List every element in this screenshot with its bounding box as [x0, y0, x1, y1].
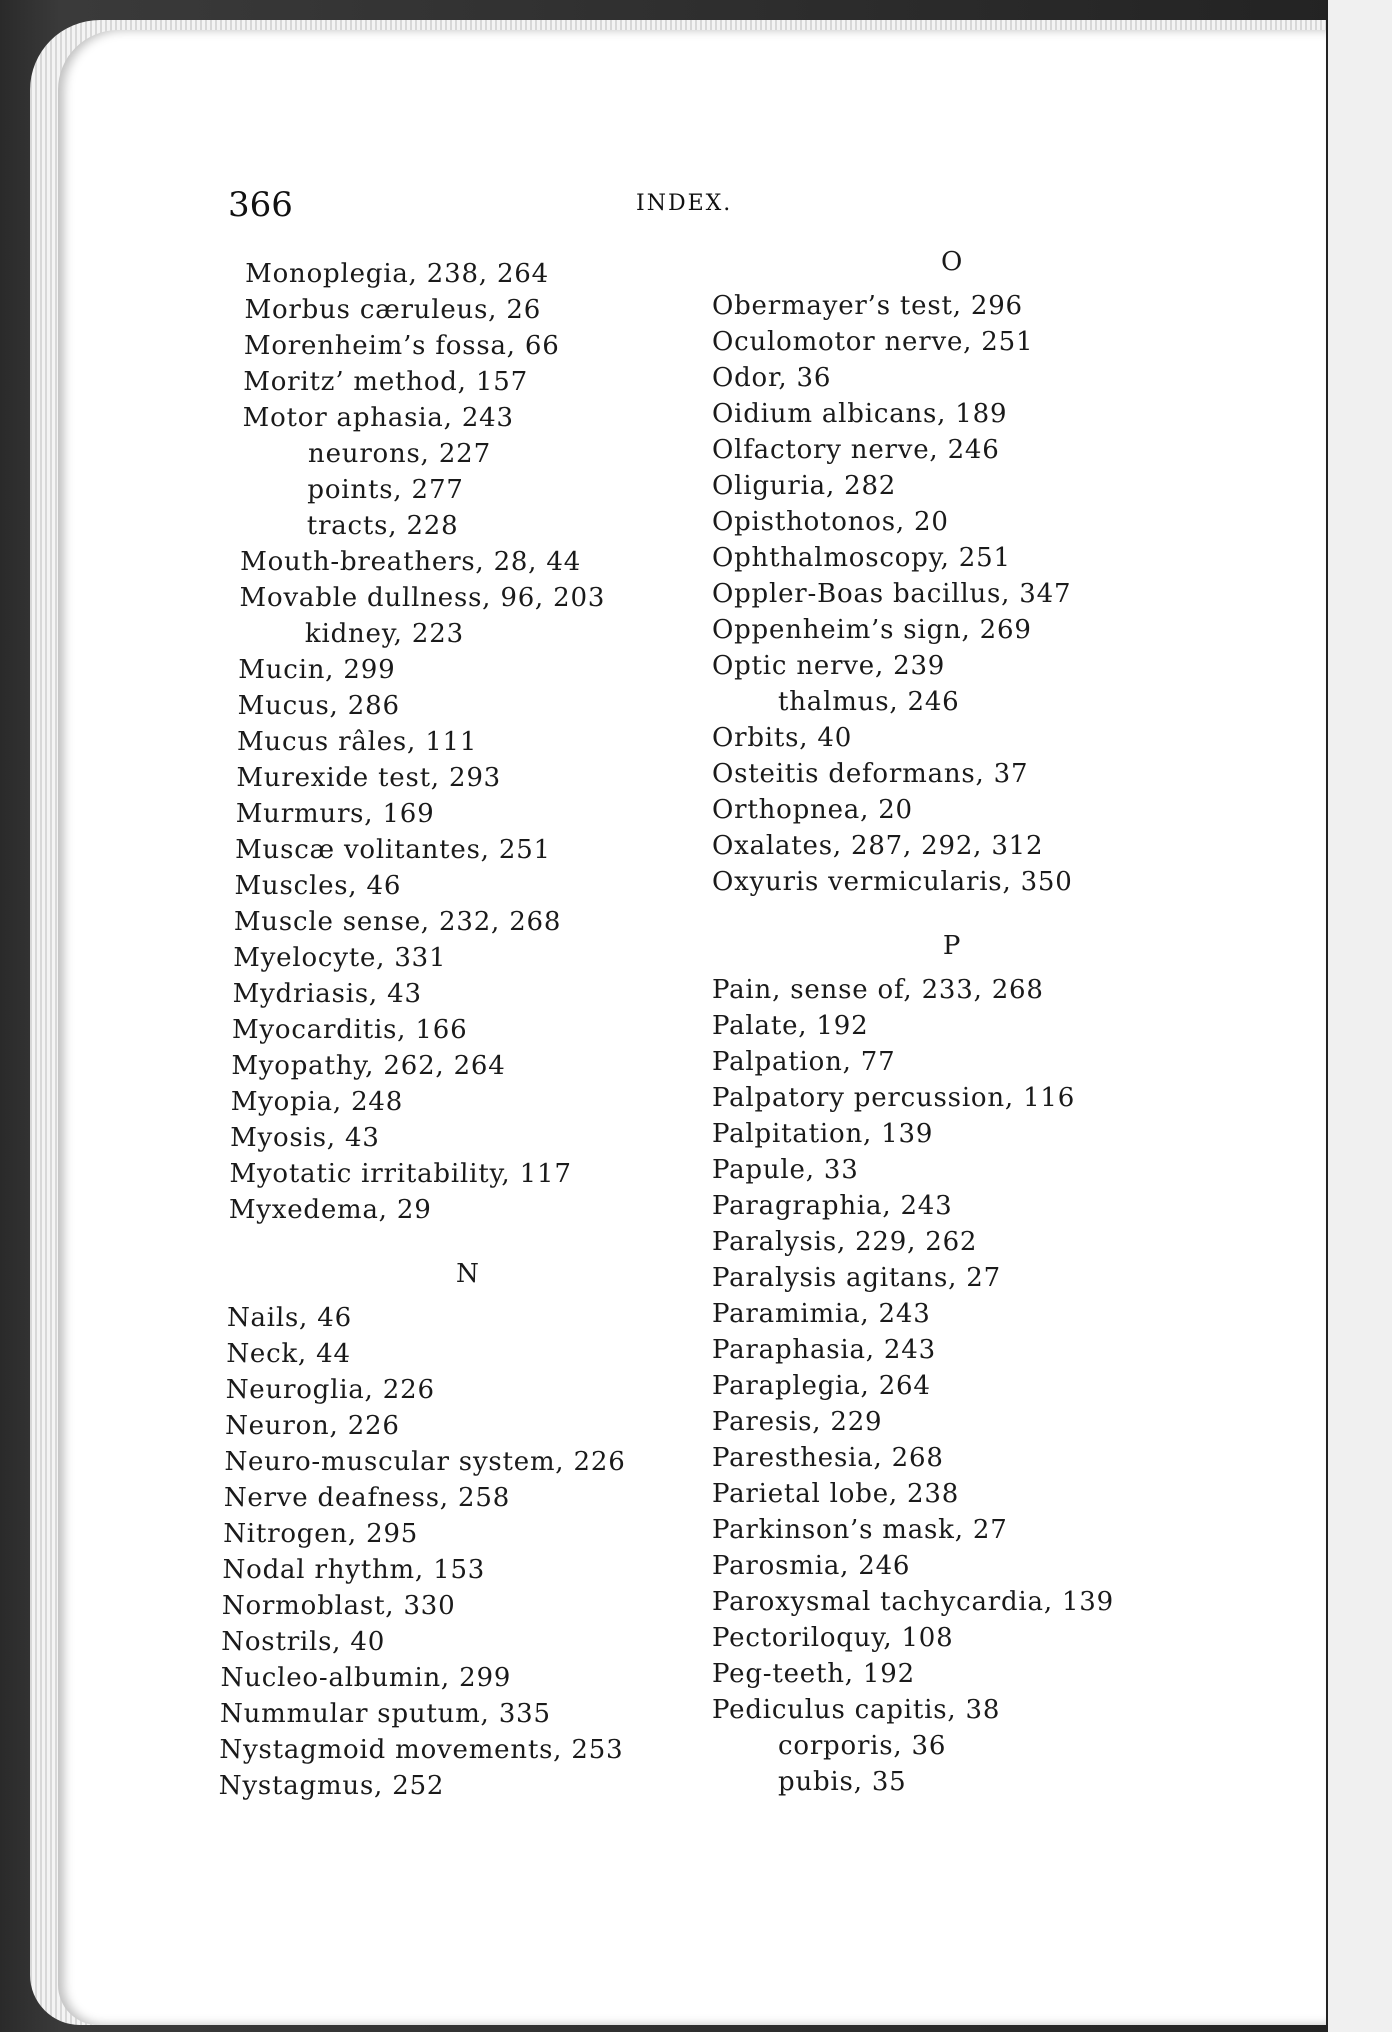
index-entry: Movable dullness, 96, 203: [239, 583, 606, 613]
index-entry: Oxyuris vermicularis, 350: [712, 867, 1073, 897]
index-entry: Myopathy, 262, 264: [231, 1051, 506, 1081]
index-entry: Oppenheim’s sign, 269: [712, 615, 1032, 645]
index-entry: Myopia, 248: [230, 1087, 404, 1117]
index-entry: Nystagmus, 252: [218, 1771, 445, 1801]
index-entry: Osteitis deformans, 37: [712, 759, 1029, 789]
index-subentry: points, 277: [307, 475, 464, 505]
index-entry: Paresthesia, 268: [712, 1443, 944, 1473]
index-entry: Oculomotor nerve, 251: [712, 327, 1034, 357]
index-entry: Paralysis agitans, 27: [712, 1263, 1001, 1293]
section-letter: O: [940, 247, 964, 277]
index-subentry: kidney, 223: [304, 619, 465, 649]
index-entry: Oliguria, 282: [712, 471, 897, 501]
index-entry: Myxedema, 29: [228, 1195, 432, 1225]
index-entry: Mouth-breathers, 28, 44: [239, 547, 582, 577]
index-entry: Neuron, 226: [224, 1411, 401, 1441]
index-entry: Nails, 46: [226, 1303, 353, 1333]
index-entry: Peg-teeth, 192: [712, 1659, 915, 1689]
index-entry: Paresis, 229: [712, 1407, 883, 1437]
section-letter: P: [942, 931, 962, 961]
index-entry: Parietal lobe, 238: [712, 1479, 960, 1509]
running-head: INDEX.: [636, 191, 733, 216]
index-entry: Palpatory percussion, 116: [712, 1083, 1076, 1113]
index-entry: Ophthalmoscopy, 251: [712, 543, 1011, 573]
index-entry: Morbus cæruleus, 26: [244, 295, 542, 325]
index-entry: Nerve deafness, 258: [223, 1483, 511, 1513]
index-entry: Myosis, 43: [229, 1123, 380, 1153]
index-entry: Muscæ volitantes, 251: [234, 835, 552, 865]
index-entry: Paragraphia, 243: [712, 1191, 953, 1221]
index-entry: Nystagmoid movements, 253: [219, 1735, 624, 1765]
index-entry: Motor aphasia, 243: [242, 403, 515, 433]
index-subentry: pubis, 35: [778, 1767, 907, 1797]
page-header: [228, 185, 1232, 225]
index-entry: Pain, sense of, 233, 268: [712, 975, 1044, 1005]
index-entry: Orbits, 40: [712, 723, 853, 753]
index-entry: Parkinson’s mask, 27: [712, 1515, 1008, 1545]
index-subentry: tracts, 228: [306, 511, 459, 541]
index-entry: Neuroglia, 226: [225, 1375, 436, 1405]
index-entry: Pectoriloquy, 108: [712, 1623, 954, 1653]
index-entry: Myelocyte, 331: [232, 943, 447, 973]
index-entry: Mucin, 299: [238, 655, 396, 685]
index-entry: Orthopnea, 20: [712, 795, 913, 825]
index-entry: Murmurs, 169: [235, 799, 435, 829]
index-entry: Muscle sense, 232, 268: [233, 907, 562, 937]
index-entry: Mucus râles, 111: [236, 727, 478, 757]
index-entry: Myocarditis, 166: [231, 1015, 468, 1045]
index-entry: Paroxysmal tachycardia, 139: [712, 1587, 1114, 1617]
index-entry: Paramimia, 243: [712, 1299, 931, 1329]
index-entry: Morenheim’s fossa, 66: [243, 331, 560, 361]
index-entry: Parosmia, 246: [712, 1551, 911, 1581]
facing-page-edge: [1326, 0, 1392, 2032]
index-column-right: [712, 247, 1192, 1800]
index-entry: Odor, 36: [712, 363, 832, 393]
index-entry: Palpation, 77: [712, 1047, 896, 1077]
index-entry: Obermayer’s test, 296: [712, 291, 1023, 321]
index-entry: Neuro-muscular system, 226: [224, 1447, 626, 1477]
index-entry: Nitrogen, 295: [222, 1519, 419, 1549]
index-entry: Olfactory nerve, 246: [712, 435, 1000, 465]
index-entry: Nostrils, 40: [221, 1627, 386, 1657]
index-entry: Monoplegia, 238, 264: [244, 259, 550, 289]
index-entry: Myotatic irritability, 117: [229, 1159, 572, 1189]
section-letter: N: [455, 1259, 480, 1289]
index-entry: Oidium albicans, 189: [712, 399, 1008, 429]
index-entry: Murexide test, 293: [236, 763, 502, 793]
index-entry: Paraphasia, 243: [712, 1335, 936, 1365]
index-entry: Nodal rhythm, 153: [222, 1555, 486, 1585]
index-entry: Mydriasis, 43: [232, 979, 423, 1009]
index-entry: Oppler-Boas bacillus, 347: [712, 579, 1072, 609]
index-entry: Papule, 33: [712, 1155, 859, 1185]
index-entry: Moritz’ method, 157: [243, 367, 529, 397]
index-subentry: thalmus, 246: [778, 687, 960, 717]
index-entry: Opisthotonos, 20: [712, 507, 949, 537]
index-entry: Paraplegia, 264: [712, 1371, 931, 1401]
index-entry: Normoblast, 330: [221, 1591, 456, 1621]
index-entry: Nucleo-albumin, 299: [220, 1663, 512, 1693]
index-entry: Muscles, 46: [234, 871, 402, 901]
index-entry: Palate, 192: [712, 1011, 869, 1041]
index-subentry: neurons, 227: [307, 439, 492, 469]
page-number: 366: [228, 185, 293, 225]
index-entry: Palpitation, 139: [712, 1119, 934, 1149]
index-entry: Nummular sputum, 335: [219, 1699, 552, 1729]
index-entry: Oxalates, 287, 292, 312: [712, 831, 1044, 861]
index-entry: Mucus, 286: [237, 691, 401, 721]
index-entry: Optic nerve, 239: [712, 651, 946, 681]
index-entry: Paralysis, 229, 262: [712, 1227, 978, 1257]
index-entry: Pediculus capitis, 38: [712, 1695, 1001, 1725]
index-entry: Neck, 44: [226, 1339, 352, 1369]
index-subentry: corporis, 36: [778, 1731, 947, 1761]
index-column-left: [218, 256, 725, 1804]
